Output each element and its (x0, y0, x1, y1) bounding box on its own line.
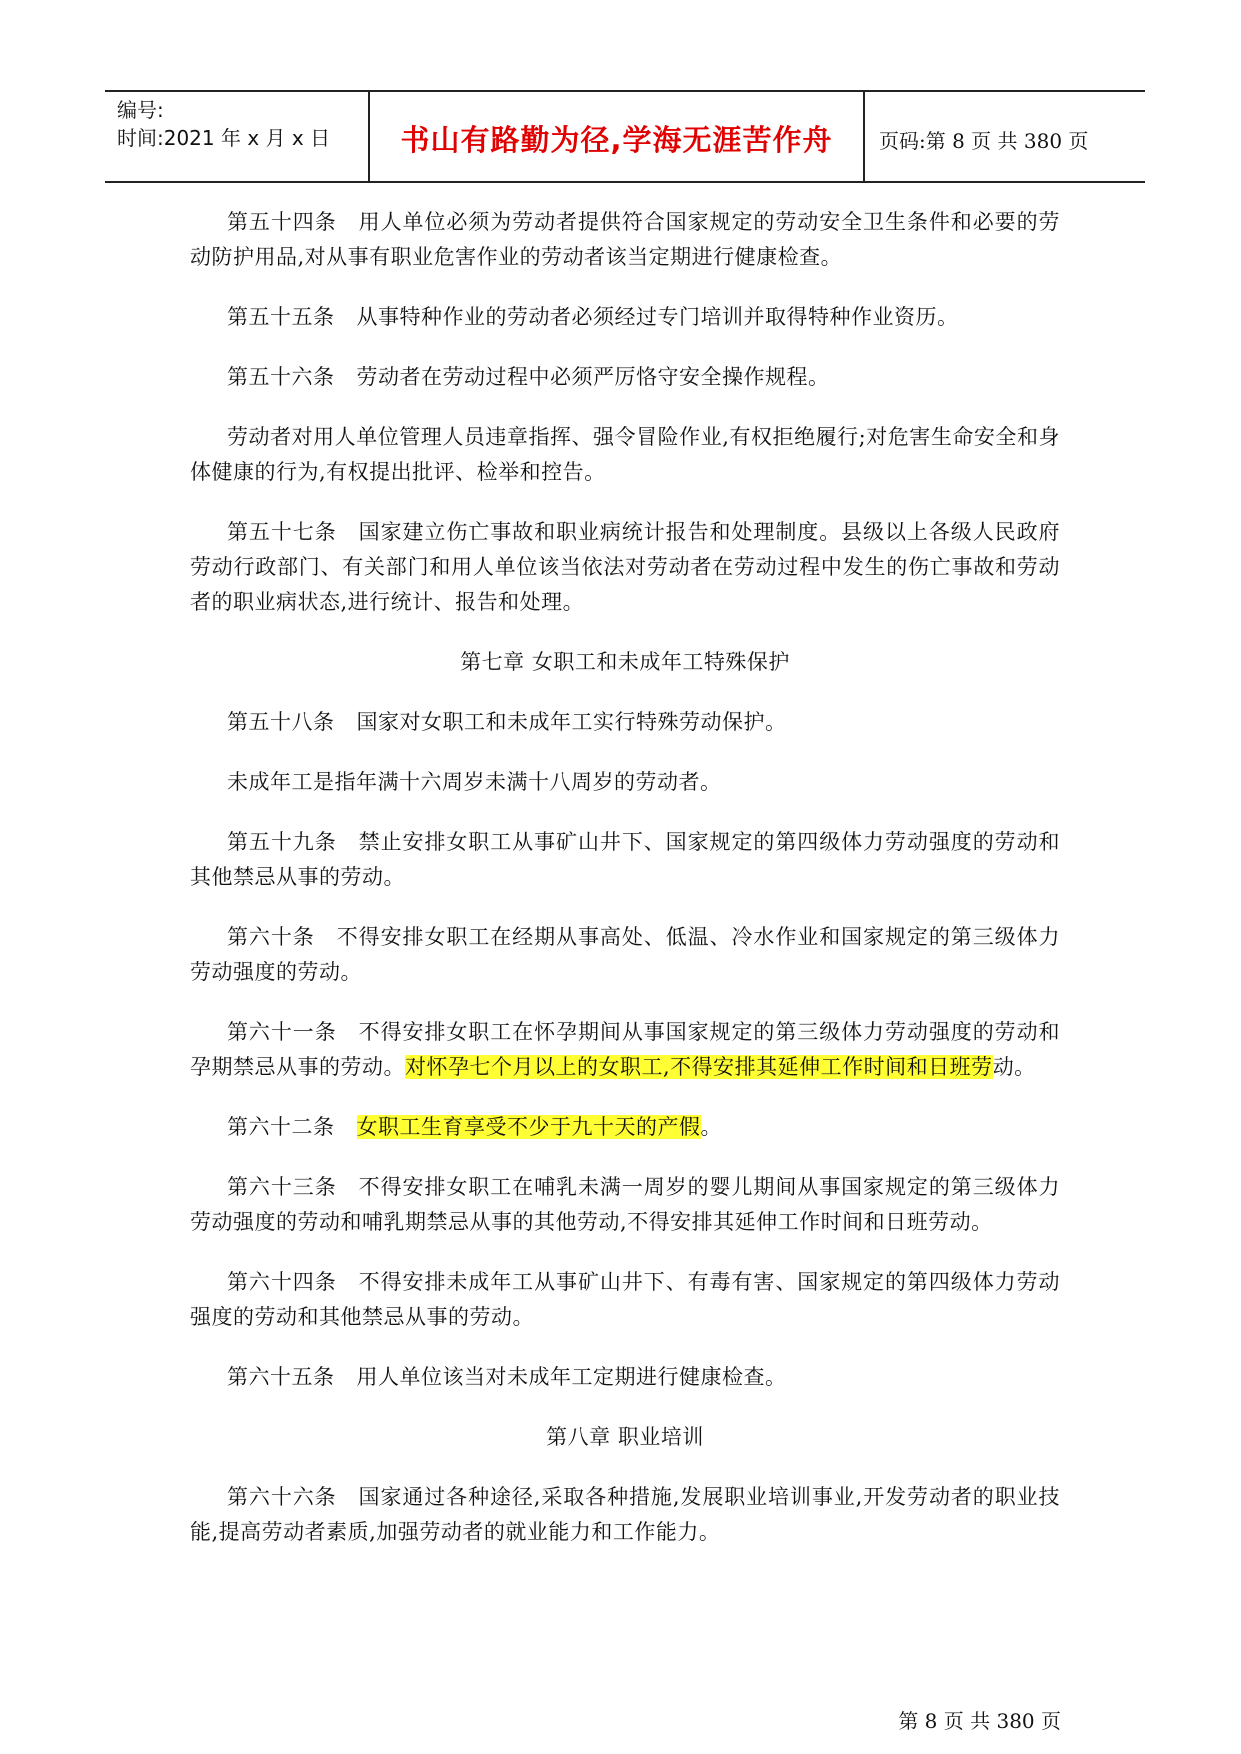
article-text: 国家建立伤亡事故和职业病统计报告和处理制度。县级以上各级人民政府劳动行政部门、有关部门和用人单位该当依法对劳动者在劳动过程中发生的伤亡事故和劳动者的职业病状态,进行统计、报告和处理。 (190, 520, 1061, 614)
article-paragraph (190, 1360, 1060, 1395)
article-text: 禁止安排女职工从事矿山井下、国家规定的第四级体力劳动强度的劳动和其他禁忌从事的劳动。 (190, 830, 1061, 889)
article-paragraph (190, 300, 1060, 335)
article-paragraph (190, 920, 1060, 990)
article-paragraph (190, 205, 1060, 275)
number-label: 编号: (117, 98, 164, 122)
article-paragraph (190, 765, 1060, 800)
header-meta-cell (105, 92, 370, 181)
article-text: 未成年工是指年满十六周岁未满十八周岁的劳动者。 (227, 770, 722, 794)
article-paragraph (190, 1015, 1060, 1085)
article-text: 不得安排未成年工从事矿山井下、有毒有害、国家规定的第四级体力劳动强度的劳动和其他禁忌从事的劳动。 (190, 1270, 1061, 1329)
article-number: 第六十一条 (227, 1020, 337, 1044)
article-number: 第六十五条 (227, 1365, 335, 1389)
article-text: 劳动者在劳动过程中必须严厉恪守安全操作规程。 (356, 365, 830, 389)
document-header (105, 90, 1145, 183)
article-number: 第六十三条 (227, 1175, 337, 1199)
article-paragraph (190, 1480, 1060, 1550)
article-text: 用人单位该当对未成年工定期进行健康检查。 (356, 1365, 787, 1389)
document-body (190, 205, 1060, 1575)
page-code: 页码:第 8 页 共 380 页 (879, 129, 1089, 153)
article-paragraph (190, 825, 1060, 895)
article-number: 第五十七条 (227, 520, 337, 544)
article-number: 第五十六条 (227, 365, 335, 389)
article-number: 第六十六条 (227, 1485, 337, 1509)
article-number: 第五十九条 (227, 830, 337, 854)
article-text: 国家对女职工和未成年工实行特殊劳动保护。 (356, 710, 787, 734)
article-paragraph (190, 360, 1060, 395)
article-number: 第六十条 (227, 925, 315, 949)
article-number: 第六十四条 (227, 1270, 337, 1294)
article-number: 第六十二条 (227, 1115, 335, 1139)
motto-text: 书山有路勤为径,学海无涯苦作舟 (400, 123, 833, 157)
header-motto-cell (370, 92, 865, 181)
article-text-tail: 动。 (992, 1055, 1036, 1079)
article-text: 从事特种作业的劳动者必须经过专门培训并取得特种作业资历。 (356, 305, 959, 329)
time-label: 时间:2021 年 x 月 x 日 (117, 126, 331, 150)
chapter-heading: 第八章 职业培训 (546, 1425, 704, 1449)
article-text: 劳动者对用人单位管理人员违章指挥、强令冒险作业,有权拒绝履行;对危害生命安全和身体健康的行为,有权提出批评、检举和控告。 (190, 425, 1060, 484)
page-footer: 第 8 页 共 380 页 (898, 1709, 1061, 1733)
article-number: 第五十八条 (227, 710, 335, 734)
header-page-cell (865, 92, 1145, 181)
article-paragraph (190, 1110, 1060, 1145)
article-paragraph (190, 515, 1060, 620)
article-text: 用人单位必须为劳动者提供符合国家规定的劳动安全卫生条件和必要的劳动防护用品,对从事有职业危害作业的劳动者该当定期进行健康检查。 (190, 210, 1061, 269)
highlighted-text: 对怀孕七个月以上的女职工,不得安排其延伸工作时间和日班劳 (405, 1055, 993, 1079)
article-paragraph (190, 1265, 1060, 1335)
article-paragraph (190, 1170, 1060, 1240)
article-number: 第五十五条 (227, 305, 335, 329)
highlighted-text: 女职工生育享受不少于九十天的产假 (356, 1115, 701, 1139)
article-text: 不得安排女职工在怀孕期间从事国家规定的第三级体力劳动强度的劳动和孕期禁忌从事的劳动。 (190, 1020, 1061, 1079)
chapter-heading: 第七章 女职工和未成年工特殊保护 (460, 650, 790, 674)
article-text-tail: 。 (700, 1115, 722, 1139)
article-text: 国家通过各种途径,采取各种措施,发展职业培训事业,开发劳动者的职业技能,提高劳动者素质,加强劳动者的就业能力和工作能力。 (190, 1485, 1061, 1544)
article-number: 第五十四条 (227, 210, 337, 234)
article-text: 不得安排女职工在经期从事高处、低温、冷水作业和国家规定的第三级体力劳动强度的劳动。 (190, 925, 1061, 984)
article-paragraph (190, 420, 1060, 490)
article-text: 不得安排女职工在哺乳未满一周岁的婴儿期间从事国家规定的第三级体力劳动强度的劳动和哺乳期禁忌从事的其他劳动,不得安排其延伸工作时间和日班劳动。 (190, 1175, 1061, 1234)
article-paragraph (190, 705, 1060, 740)
